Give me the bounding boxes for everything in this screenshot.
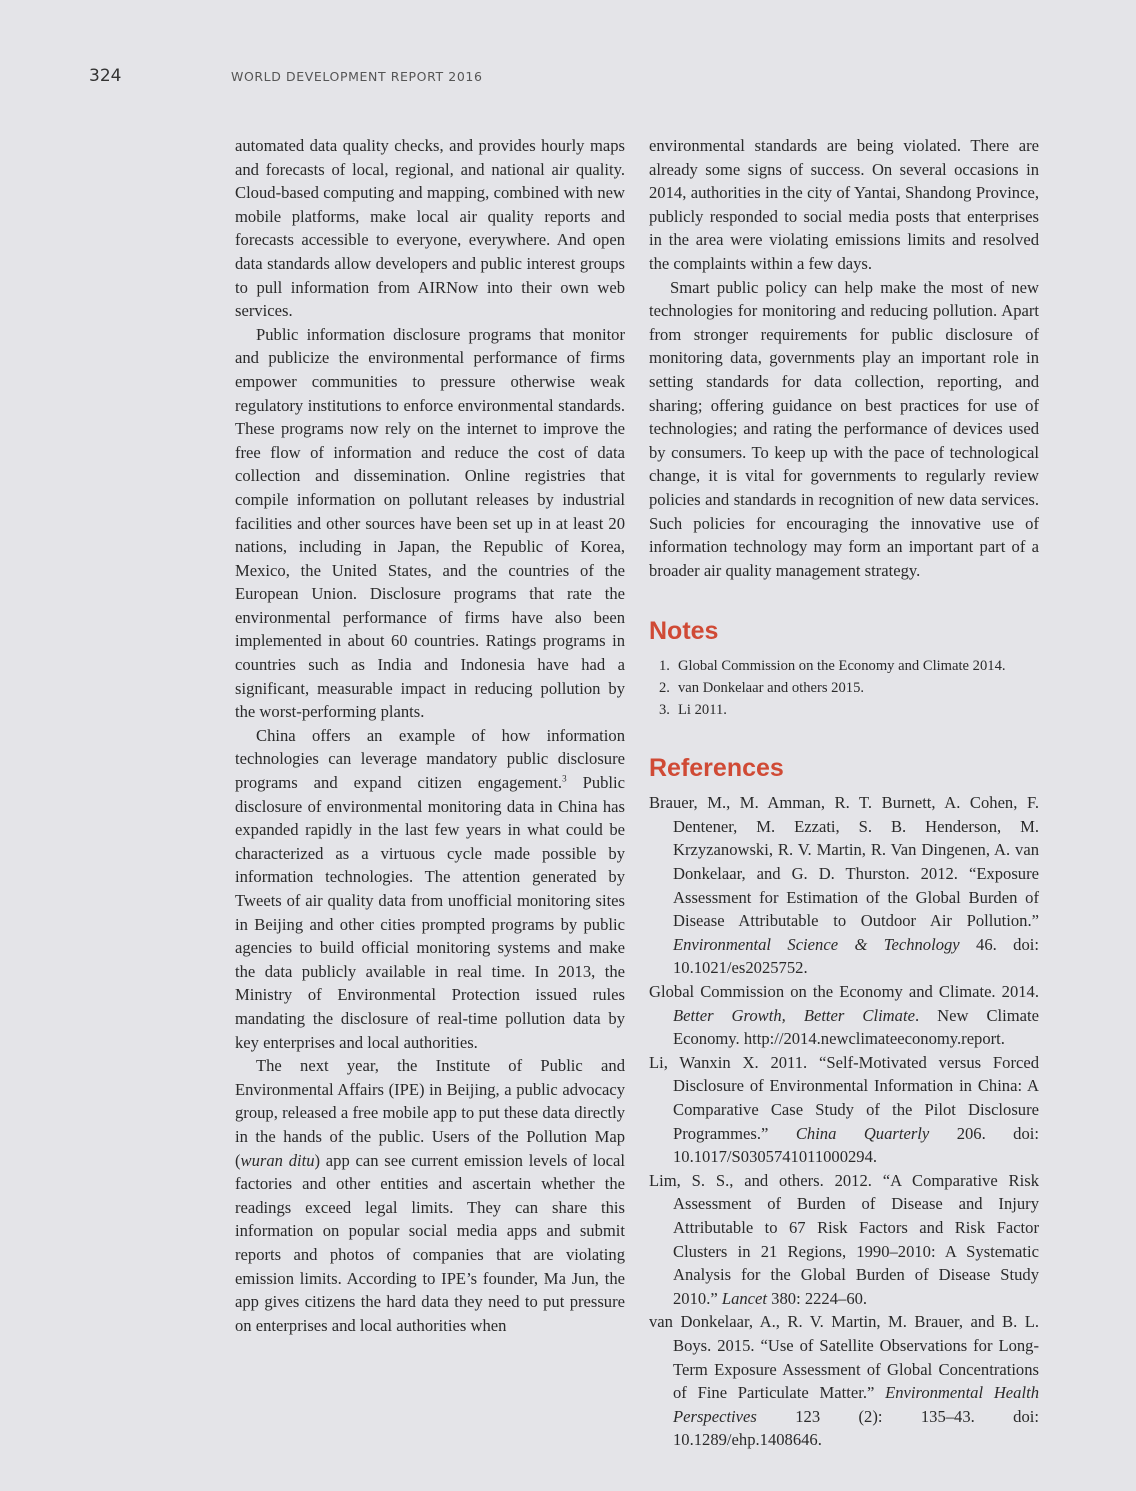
reference-source: Better Growth, Better Climate (673, 1005, 915, 1025)
reference-text: van Donkelaar, A., R. V. Martin, M. Brauer, and B. L. Boys. 2015. “Use of Satellite Observations for Long-Term Exposure Assessment of Global Concentrations of Fine Particulate Matter.” (649, 1312, 1039, 1403)
note-item (649, 678, 1039, 698)
paragraph: automated data quality checks, and provides hourly maps and forecasts of local, regional, and national air quality. Cloud-based computing and mapping, combined with new mobile platforms, make local air quality reports and forecasts accessible to everyone, everywhere. And open data standards allow developers and public interest groups to pull information from AIRNow into their own web services. (235, 136, 625, 321)
note-text: Global Commission on the Economy and Climate 2014. (678, 658, 1006, 675)
paragraph-text: ) app can see current emission levels of local factories and other entities and ascertain whether the readings exceed legal limits. They can share this information on popular social media apps and submit reports and photos of companies that are violating emission limits. According to IPE’s founder, Ma Jun, the app gives citizens the hard data they need to put pressure on enterprises and local authorities when (235, 1150, 625, 1335)
footnote-marker[interactable]: 3 (562, 773, 567, 784)
reference-text: Lim, S. S., and others. 2012. “A Comparative Risk Assessment of Burden of Disease and Injury Attributable to 67 Risk Factors and Risk Factor Clusters in 21 Regions, 1990–2010: A Systematic Analysis for the Global Burden of Disease Study 2010.” (649, 1170, 1039, 1308)
note-number: 1. (659, 658, 670, 675)
notes-heading: Notes (649, 617, 719, 646)
running-title: WORLD DEVELOPMENT REPORT 2016 (231, 69, 483, 84)
reference-source: Environmental Science & Technology (673, 934, 960, 954)
right-column (649, 134, 1039, 1452)
references-list (649, 791, 1039, 1452)
reference-item (649, 1310, 1039, 1452)
paragraph-text: China offers an example of how information technologies can leverage mandatory public disclosure programs and expand citizen engagement. (235, 725, 625, 793)
reference-text: Li, Wanxin X. 2011. “Self-Motivated versus Forced Disclosure of Environmental Information in China: A Comparative Case Study of the Pilot Disclosure Programmes.” (649, 1052, 1039, 1143)
reference-text: Global Commission on the Economy and Climate. 2014. (649, 982, 1039, 1002)
note-number: 3. (659, 702, 670, 719)
reference-text: 380: 2224–60. (767, 1288, 868, 1308)
note-item (649, 656, 1039, 676)
page-header (0, 64, 1136, 94)
reference-text: Brauer, M., M. Amman, R. T. Burnett, A. Cohen, F. Dentener, M. Ezzati, S. B. Henderson, M. Krzyzanowski, R. V. Martin, R. Van Dingenen, A. van Donkelaar, and G. D. Thurston. 2012. “Exposure Assessment for Estimation of the Global Burden of Disease Attributable to Outdoor Air Pollution.” (649, 793, 1039, 931)
paragraph (235, 1054, 625, 1337)
page-number: 324 (89, 66, 122, 86)
reference-text: 46. doi: 10.1021/es2025752. (673, 934, 1039, 978)
left-column (235, 134, 625, 1337)
reference-item (649, 1169, 1039, 1311)
reference-text: 206. doi: 10.1017/S0305741011000294. (673, 1123, 1039, 1167)
paragraph: Smart public policy can help make the most of new technologies for monitoring and reducing pollution. Apart from stronger requirements for public disclosure of monitoring data, governments play an important role in setting standards for data collection, reporting, and sharing; offering guidance on best practices for use of technologies; and rating the performance of devices used by consumers. To keep up with the pace of technological change, it is vital for governments to regularly review policies and standards in recognition of new data services. Such policies for encouraging the innovative use of information technology may form an important part of a broader air quality management strategy. (649, 277, 1039, 580)
paragraph: Public information disclosure programs that monitor and publicize the environmental performance of firms empower communities to pressure otherwise weak regulatory institutions to enforce environmental standards. These programs now rely on the internet to improve the free flow of information and reduce the cost of data collection and dissemination. Online registries that compile information on pollutant releases by industrial facilities and other sources have been set up in at least 20 nations, including in Japan, the Republic of Korea, Mexico, the United States, and the countries of the European Union. Disclosure programs that rate the environmental performance of firms have also been implemented in about 60 countries. Ratings programs in countries such as India and Indonesia have had a significant, measurable impact in reducing pollution by the worst-performing plants. (235, 324, 625, 722)
references-heading: References (649, 754, 784, 783)
paragraph: environmental standards are being violated. There are already some signs of success. On several occasions in 2014, authorities in the city of Yantai, Shandong Province, publicly responded to social media posts that enterprises in the area were violating emissions limits and resolved the complaints within a few days. (649, 136, 1039, 273)
paragraph-text: The next year, the Institute of Public and Environmental Affairs (IPE) in Beijing, a public advocacy group, released a free mobile app to put these data directly in the hands of the public. Users of the Pollution Map ( (235, 1056, 625, 1170)
reference-text: . New Climate Economy. http://2014.newclimateeconomy.report. (673, 1005, 1039, 1049)
italic-term: wuran ditu (240, 1150, 315, 1170)
reference-source: Lancet (721, 1288, 768, 1308)
paragraph-text: Public disclosure of environmental monitoring data in China has expanded rapidly in the last few years in what could be characterized as a virtuous cycle made possible by information technologies. The attention generated by Tweets of air quality data from unofficial monitoring sites in Beijing and other cities prompted programs by public agencies to build official monitoring systems and make the data publicly available in real time. In 2013, the Ministry of Environmental Protection issued rules mandating the disclosure of real-time pollution data by key enterprises and local authorities. (235, 773, 626, 1052)
reference-source: Environmental Health Perspectives (673, 1383, 1039, 1426)
reference-item (649, 980, 1039, 1051)
note-text: van Donkelaar and others 2015. (678, 680, 865, 697)
note-text: Li 2011. (678, 702, 727, 719)
paragraph (235, 724, 625, 1054)
reference-item (649, 791, 1039, 980)
notes-list (649, 656, 1039, 720)
reference-source: China Quarterly (795, 1123, 930, 1143)
reference-text: 123 (2): 135–43. doi: 10.1289/ehp.1408646. (673, 1406, 1039, 1450)
note-item (649, 700, 1039, 720)
reference-item (649, 1051, 1039, 1169)
note-number: 2. (659, 680, 670, 697)
